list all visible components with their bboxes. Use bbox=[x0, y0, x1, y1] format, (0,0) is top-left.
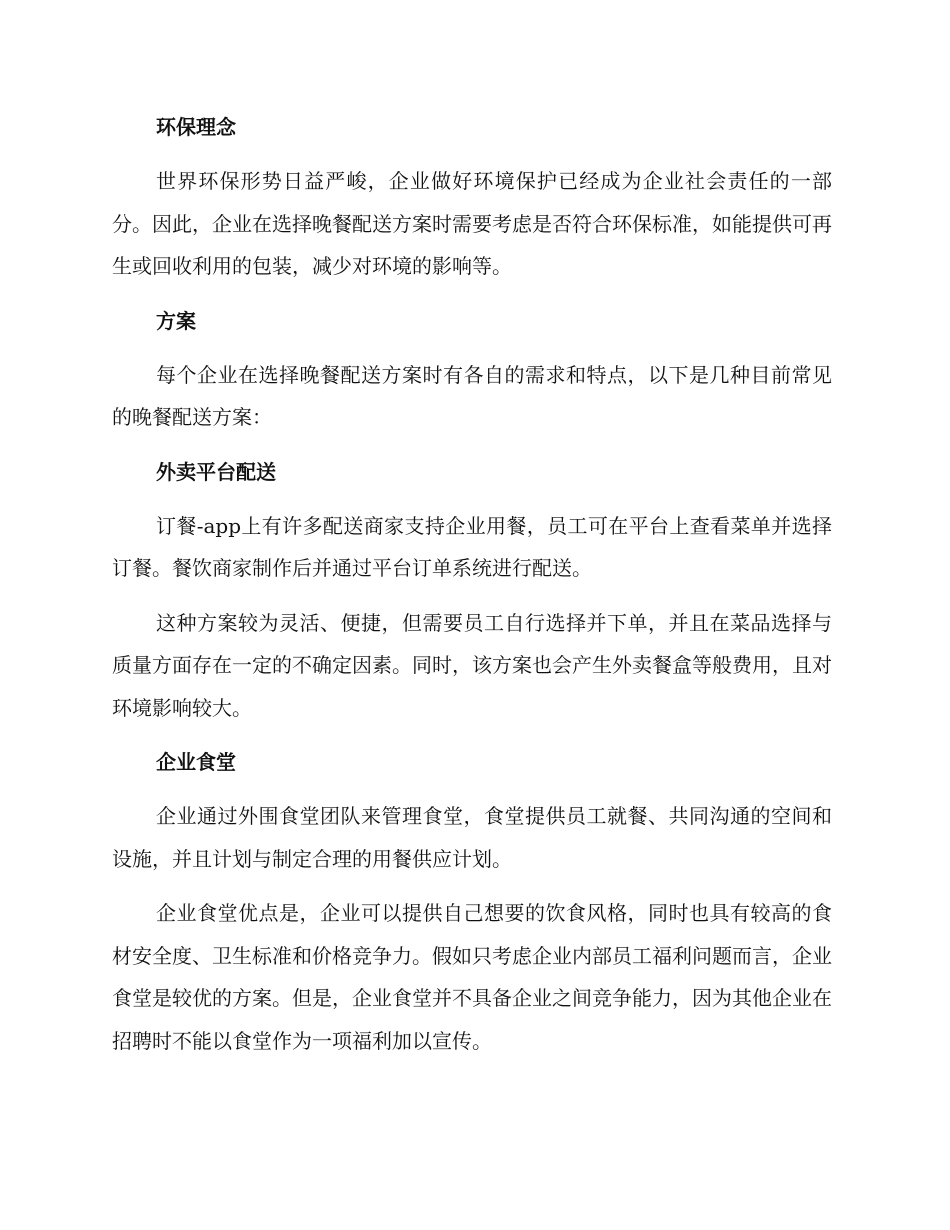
paragraph-plans-intro: 每个企业在选择晚餐配送方案时有各自的需求和特点，以下是几种目前常见的晚餐配送方案： bbox=[112, 362, 832, 429]
paragraph-delivery-platform-1: 订餐-app上有许多配送商家支持企业用餐，员工可在平台上查看菜单并选择订餐。餐饮商家制作后并通过平台订单系统进行配送。 bbox=[112, 513, 832, 580]
paragraph-delivery-platform-2: 这种方案较为灵活、便捷，但需要员工自行选择并下单，并且在菜品选择与质量方面存在一定的不确定因素。同时，该方案也会产生外卖餐盒等般费用，且对环境影响较大。 bbox=[112, 610, 832, 720]
section-heading-environmental: 环保理念 bbox=[156, 115, 236, 139]
paragraph-canteen-1: 企业通过外围食堂团队来管理食堂，食堂提供员工就餐、共同沟通的空间和设施，并且计划与制定合理的用餐供应计划。 bbox=[112, 804, 832, 871]
paragraph-canteen-2: 企业食堂优点是，企业可以提供自己想要的饮食风格，同时也具有较高的食材安全度、卫生标准和价格竞争力。假如只考虑企业内部员工福利问题而言，企业食堂是较优的方案。但是，企业食堂并不具备企业之间竞争能力，因为其他企业在招聘时不能以食堂作为一项福利加以宣传。 bbox=[112, 901, 832, 1053]
section-heading-delivery-platform: 外卖平台配送 bbox=[156, 459, 276, 484]
section-heading-plans: 方案 bbox=[156, 308, 196, 333]
section-heading-canteen: 企业食堂 bbox=[156, 750, 236, 774]
document-body bbox=[112, 106, 832, 1074]
paragraph-environmental: 世界环保形势日益严峻，企业做好环境保护已经成为企业社会责任的一部分。因此，企业在选择晚餐配送方案时需要考虑是否符合环保标准，如能提供可再生或回收利用的包装，减少对环境的影响等。 bbox=[112, 169, 832, 278]
